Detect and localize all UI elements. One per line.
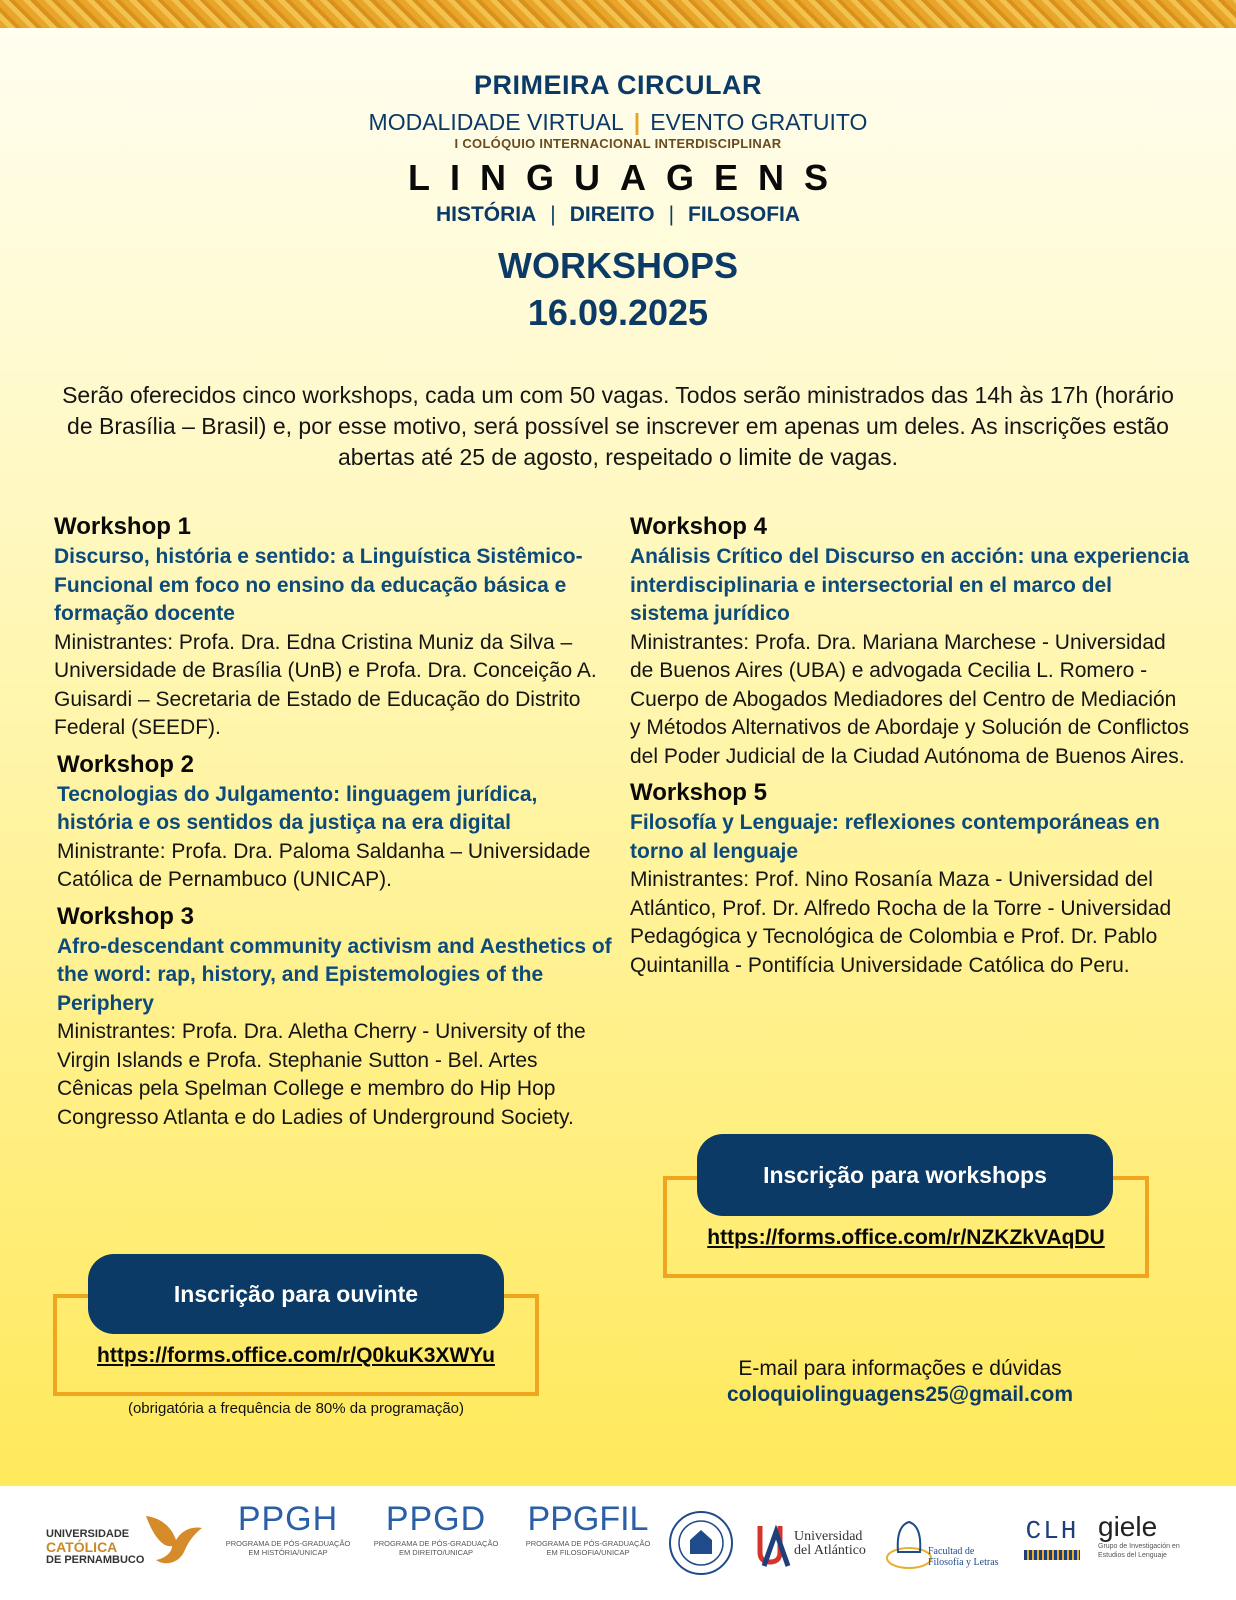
- circular-title: PRIMEIRA CIRCULAR: [474, 70, 762, 100]
- modality-line: [0, 109, 1236, 136]
- workshop-instructors: Ministrantes: Profa. Dra. Edna Cristina Muniz da Silva – Universidade de Brasília (UnB) e Profa. Dra. Conceição A. Guisardi – Secretaria de Estado de Educação do Distrito Federal (SEEDF).: [54, 630, 597, 739]
- unicap-line-3: DE PERNAMBUCO: [46, 1554, 145, 1566]
- dove-icon: [142, 1508, 206, 1568]
- atlantico-line-1: Universidad: [794, 1529, 863, 1544]
- workshop-instructors: Ministrante: Profa. Dra. Paloma Saldanha – Universidade Católica de Pernambuco (UNICAP).: [57, 839, 591, 891]
- event-name: LINGUAGENS: [407, 157, 848, 198]
- giele-logo: [1098, 1512, 1198, 1572]
- workshops-heading: [0, 243, 1236, 337]
- helmet-emblem-icon: [884, 1512, 934, 1572]
- ppgfil-sub-2: EM FILOSOFIA/UNICAP: [546, 1548, 630, 1557]
- contact-label: E-mail para informações e dúvidas: [738, 1357, 1062, 1380]
- ppgd-sub-1: PROGRAMA DE PÓS-GRADUAÇÃO: [373, 1539, 499, 1548]
- facultad-logo: [884, 1512, 1006, 1576]
- area-separator: |: [668, 203, 675, 226]
- modality-label: MODALIDADE VIRTUAL: [368, 109, 624, 135]
- workshop-instructors: Ministrantes: Prof. Nino Rosanía Maza - Universidad del Atlántico, Prof. Dr. Alfredo Rocha de la Torre - Universidad Pedagógica y Tecnológica de Colombia e Prof. Dr. Pablo Quintanilla - Pontifícia Universidade Católica do Peru.: [630, 868, 1172, 977]
- listener-registration-link[interactable]: https://forms.office.com/r/Q0kuK3XWYu: [97, 1344, 495, 1367]
- ppgh-acronym: PPGH: [237, 1500, 339, 1538]
- coloquio-label: I COLÓQUIO INTERNACIONAL INTERDISCIPLINAR: [454, 136, 782, 151]
- workshop-heading: Workshop 3: [57, 902, 194, 930]
- workshop-heading: Workshop 5: [630, 779, 767, 806]
- workshop-2: [54, 749, 614, 895]
- atlantico-line-2: del Atlántico: [794, 1543, 866, 1558]
- contact-email-link[interactable]: coloquiolinguagens25@gmail.com: [726, 1383, 1074, 1406]
- intro-paragraph: Serão oferecidos cinco workshops, cada um com 50 vagas. Todos serão ministrados das 14h às 17h (horário de Brasília – Brasil) e, por esse motivo, será possível se inscrever em apenas um deles. As inscrições estão abertas até 25 de agosto, respeitado o limite de vagas.: [62, 382, 1174, 470]
- workshop-instructors: Ministrantes: Profa. Dra. Mariana Marchese - Universidad de Buenos Aires (UBA) e advogada Cecilia L. Romero - Cuerpo de Abogados Mediadores del Centro de Mediación y Métodos Alternativos de Abordaje y Solución de Conflictos del Poder Judicial de la Ciudad Autónoma de Buenos Aires.: [630, 630, 1190, 768]
- attendance-note: (obrigatória a frequência de 80% da programação): [127, 1400, 465, 1417]
- university-seal-icon: [668, 1510, 734, 1576]
- workshop-title: Tecnologias do Julgamento: linguagem jurídica, história e os sentidos da justiça na era digital: [57, 782, 538, 834]
- atlantico-logo: [756, 1524, 872, 1572]
- modality-separator: |: [633, 109, 641, 135]
- unicap-line-2: CATÓLICA: [46, 1539, 118, 1555]
- workshop-title: Discurso, história e sentido: a Linguística Sistêmico-Funcional em foco no ensino da educação básica e formação docente: [54, 545, 583, 625]
- giele-sub-1: Grupo de Investigación en: [1098, 1543, 1180, 1550]
- ua-monogram-icon: [756, 1524, 792, 1568]
- ppgfil-sub-1: PROGRAMA DE PÓS-GRADUAÇÃO: [525, 1539, 651, 1548]
- ppgd-acronym: PPGD: [385, 1500, 487, 1538]
- area-separator: |: [550, 203, 556, 226]
- giele-sub-2: Estudios del Lenguaje: [1098, 1552, 1167, 1559]
- workshops-right-column: [630, 511, 1190, 986]
- workshop-registration-button[interactable]: Inscrição para workshops: [697, 1134, 1113, 1216]
- unicap-logo: [46, 1508, 206, 1578]
- unicap-line-1: UNIVERSIDADE: [46, 1528, 130, 1540]
- ppgh-sub-2: EM HISTÓRIA/UNICAP: [248, 1548, 328, 1557]
- ppgfil-logo: [520, 1500, 656, 1557]
- ppgd-sub-2: EM DIREITO/UNICAP: [398, 1548, 474, 1557]
- workshop-3: [54, 901, 614, 1133]
- ppgh-logo: [218, 1500, 358, 1557]
- ppgh-sub-1: PROGRAMA DE PÓS-GRADUAÇÃO: [225, 1539, 351, 1548]
- workshop-5: [630, 777, 1190, 980]
- facultad-line-1: Facultad de: [928, 1546, 975, 1557]
- area-historia: HISTÓRIA: [435, 203, 537, 226]
- ppgfil-acronym: PPGFIL: [527, 1500, 649, 1538]
- facultad-line-2: Filosofía y Letras: [928, 1557, 999, 1568]
- area-filosofia: FILOSOFIA: [688, 203, 801, 226]
- clh-stripe: [1024, 1550, 1080, 1560]
- ppgd-logo: [366, 1500, 506, 1557]
- partners-footer: [0, 1486, 1236, 1600]
- workshop-registration-link[interactable]: https://forms.office.com/r/NZKZkVAqDU: [707, 1226, 1105, 1249]
- contact-block: [660, 1356, 1140, 1408]
- workshop-heading: Workshop 4: [630, 513, 767, 540]
- workshop-4: [630, 511, 1190, 771]
- giele-name: giele: [1098, 1511, 1158, 1542]
- workshops-title: WORKSHOPS: [497, 245, 738, 286]
- area-direito: DIREITO: [569, 203, 655, 226]
- free-event-label: EVENTO GRATUITO: [650, 109, 868, 135]
- decorative-top-band: [0, 0, 1236, 28]
- clh-logo: [1024, 1516, 1080, 1574]
- workshop-title: Afro-descendant community activism and Aesthetics of the word: rap, history, and Epistemologies of the Periphery: [57, 934, 612, 1015]
- workshop-heading: Workshop 1: [54, 513, 191, 540]
- listener-registration-button[interactable]: Inscrição para ouvinte: [88, 1254, 504, 1334]
- workshop-instructors: Ministrantes: Profa. Dra. Aletha Cherry - University of the Virgin Islands e Profa. Stephanie Sutton - Bel. Artes Cênicas pela Spelman College e membro do Hip Hop Congresso Atlanta e do Ladies of Underground Society.: [57, 1020, 586, 1129]
- clh-acronym: CLH: [1025, 1516, 1079, 1546]
- header: [0, 70, 1236, 337]
- event-date: 16.09.2025: [527, 291, 709, 333]
- areas-line: [0, 203, 1236, 227]
- workshop-1: [54, 511, 614, 743]
- workshops-left-column: [54, 511, 614, 1138]
- workshop-title: Filosofía y Lenguaje: reflexiones contemporáneas en torno al lenguaje: [630, 811, 1160, 863]
- workshop-title: Análisis Crítico del Discurso en acción: una experiencia interdisciplinaria e intersectorial en el marco del sistema jurídico: [630, 545, 1190, 625]
- workshop-heading: Workshop 2: [57, 750, 194, 778]
